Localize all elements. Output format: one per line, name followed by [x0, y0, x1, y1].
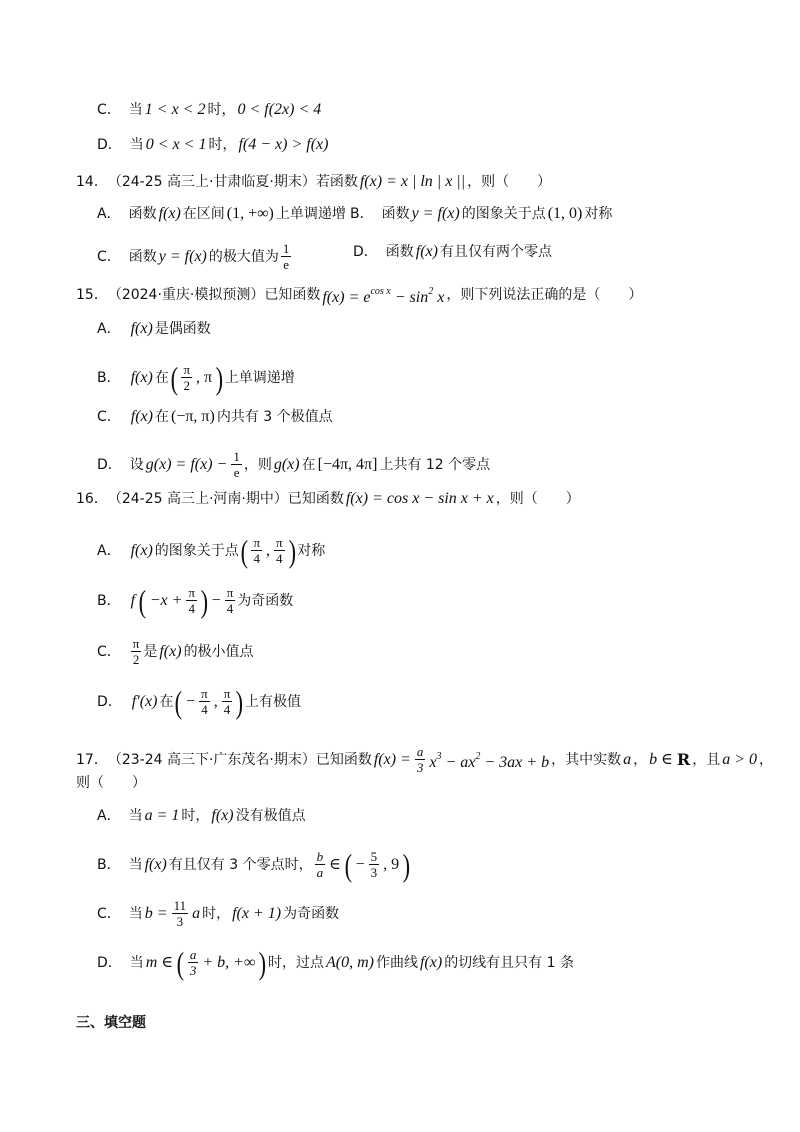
q15-option-a: A． f(x) 是偶函数: [97, 320, 211, 337]
q16-option-a: A． f(x) 的图象关于点 ( $\frac{\pi}{4}$ , $\frac{\pi}{4}$ ) 对称: [97, 532, 326, 569]
question-source: （24-25 高三上·河南·期中）: [107, 491, 288, 507]
question-source: （2024·重庆·模拟预测）: [107, 287, 265, 303]
q16-option-c: C． $\frac{\pi}{2}$ 是 f(x) 的极小值点: [97, 636, 254, 667]
q17-option-a: A． 当 a = 1 时， f(x) 没有极值点: [97, 807, 306, 824]
fraction: $\frac{1}{e}$: [233, 449, 240, 480]
q14-stem: 14． （24-25 高三上·甘肃临夏·期末） 若函数 f(x) = x | ln | x || ，则（ ）: [76, 171, 551, 193]
q17-option-d: D． 当 m ∈ ( $\frac{a}{3}$ + b, +∞ ) 时，过点 A(0, m) 作曲线 f(x) 的切线有且只有 1 条: [97, 944, 574, 981]
fraction: $\frac{5}{3}$: [370, 849, 378, 880]
q15-option-b: B． f(x) 在 ( $\frac{\pi}{2}$ , π ) 上单调递增: [97, 359, 295, 396]
function-formula: $f(x) = e^{cos x} - \sin^2 x$: [322, 286, 445, 306]
fraction: $\frac{a}{3}$: [189, 947, 197, 978]
fraction: $\frac{b}{a}$: [316, 849, 324, 880]
q15-option-c: C． f(x) 在 (−π, π) 内共有 3 个极值点: [97, 408, 333, 425]
fraction: $\frac{\pi}{4}$: [188, 585, 195, 616]
fraction: $\frac{\pi}{4}$: [201, 686, 208, 717]
section-heading: 三、填空题: [76, 1015, 146, 1031]
q16-option-d: D． f′(x) 在 ( − $\frac{\pi}{4}$ , $\frac{\pi}{4}$ ) 上有极值: [97, 683, 301, 720]
q14-option-a: A． 函数 f(x) 在区间 (1, +∞) 上单调递增: [97, 205, 346, 222]
q17-option-b: B． 当 f(x) 有且仅有 3 个零点时， $\frac{b}{a}$ ∈ ( − $\frac{5}{3}$ , 9 ): [97, 846, 411, 883]
q14-option-b: B． 函数 y = f(x) 的图象关于点 (1, 0) 对称: [350, 205, 613, 222]
q17-stem-line2: 则（ ）: [76, 775, 146, 791]
fraction: $\frac{1}{e}$: [282, 241, 290, 272]
fraction: $\frac{\pi}{4}$: [226, 585, 234, 616]
q15-stem: 15． （2024·重庆·模拟预测） 已知函数 $f(x) = e^{cos x} - \sin^2 x$ ，则下列说法正确的是（ ）: [76, 281, 642, 309]
question-number: 17．: [76, 751, 108, 768]
fraction: $\frac{\pi}{4}$: [253, 535, 261, 566]
polynomial: $x^3 - ax^2 - 3ax + b$: [429, 750, 550, 771]
q16-stem: 16． （24-25 高三上·河南·期中） 已知函数 f(x) = cos x − sin x + x ，则（ ）: [76, 488, 580, 510]
fraction: $\frac{11}{3}$: [173, 898, 187, 929]
q13-option-c: C． 当 1 < x < 2 时， 0 < f(2x) < 4: [97, 99, 323, 121]
question-number: 16．: [76, 491, 108, 507]
fraction: $\frac{\pi}{4}$: [223, 686, 231, 717]
option-label: C．: [97, 102, 121, 118]
q17-stem: 17． （23-24 高三下·广东茂名·期末） 已知函数 f(x) = $\frac{a}{3}$ $x^3 - ax^2 - 3ax + b$ ，其中实数 a ， b ∈ R ，且 a > 0 ，: [76, 744, 774, 775]
q17-option-c: C． 当 b = $\frac{11}{3}$ a 时， f(x + 1) 为奇函数: [97, 898, 340, 929]
fraction: $\frac{\pi}{4}$: [276, 535, 283, 566]
option-label: D．: [97, 137, 122, 153]
q13-option-d: D． 当 0 < x < 1 时， f(4 − x) > f(x): [97, 134, 330, 156]
q16-option-b: B． f ( −x + $\frac{\pi}{4}$ ) − $\frac{\pi}{4}$ 为奇函数: [97, 582, 294, 619]
q14-option-d: D． 函数 f(x) 有且仅有两个零点: [353, 243, 552, 260]
q14-option-c: C． 函数 y = f(x) 的极大值为 $\frac{1}{e}$: [97, 241, 290, 272]
q15-option-d: D． 设 g(x) = f(x) − $\frac{1}{e}$ ，则 g(x) 在 [−4π, 4π] 上共有 12 个零点: [97, 449, 491, 480]
question-number: 14．: [76, 174, 108, 190]
fraction: $\frac{a}{3}$: [416, 744, 424, 775]
question-number: 15．: [76, 287, 108, 303]
question-source: （23-24 高三下·广东茂名·期末）: [107, 751, 316, 768]
fraction: $\frac{\pi}{2}$: [132, 636, 140, 667]
fraction: $\frac{\pi}{2}$: [183, 362, 191, 393]
question-source: （24-25 高三上·甘肃临夏·期末）: [107, 174, 316, 190]
